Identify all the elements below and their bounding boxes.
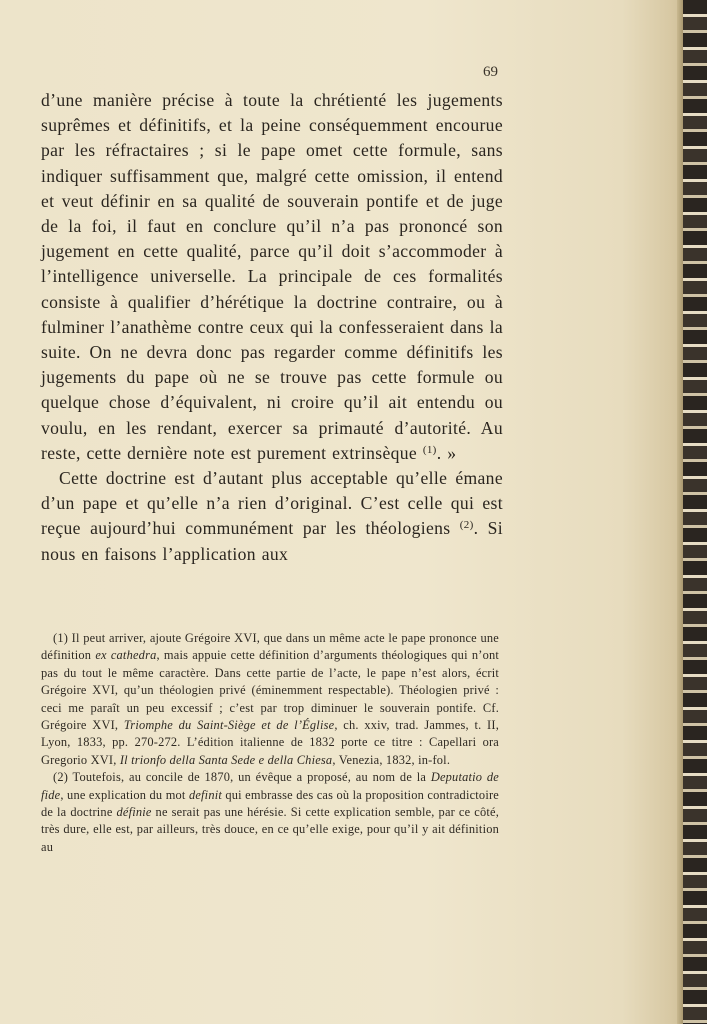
footnote-1: (1) Il peut arriver, ajoute Grégoire XVI, que dans un même acte le pape prononce une définition ex cathedra, mais appuie cette définition d’arguments théologiques qui n’ont pas du tout le même caractère. Dans cette partie de l’acte, le pape n’est alors, écrit Grégoire XVI, qu’un théologien privé (éminemment respectable). Théologien privé : ceci me paraît un peu excessif ; c’est par trop diminuer le souverain pontife. Cf. Grégoire XVI, Triomphe du Saint-Siège et de l’Église, ch. xxiv, trad. Jammes, t. II, Lyon, 1833, pp. 270-272. L’édition italienne de 1832 porte ce titre : Capellari ora Gregorio XVI, Il trionfo della Santa Sede e della Chiesa, Venezia, 1832, in-fol.	[41, 631, 499, 767]
page-number: 69	[483, 64, 498, 80]
footnote-ref-2[interactable]: (2)	[459, 519, 474, 532]
main-text	[41, 88, 503, 567]
footnotes	[41, 630, 499, 856]
paragraph-2: Cette doctrine est d’autant plus acceptable qu’elle émane d’un pape et qu’elle n’a rien d’original. C’est celle qui est reçue aujourd’hui communément par les théologiens $^{(2)}$. Si nous en faisons l’application aux	[41, 468, 503, 564]
footnote-ref-1[interactable]: (1)	[422, 443, 437, 456]
paragraph-1: d’une manière précise à toute la chrétienté les jugements suprêmes et définitifs, et la peine conséquemment encourue par les réfractaires ; si le pape omet cette formule, sans indiquer suffisamment que, malgré cette omission, il entend et veut définir en sa qualité de souverain pontife et de juge de la foi, il faut en conclure qu’il n’a pas prononcé son jugement en cette qualité, parce qu’il doit s’accommoder à l’intelligence universelle. La principale de ces formalités consiste à qualifier d’hérétique la doctrine contraire, ou à fulminer l’anathème contre ceux qui la confesseraient dans la suite. On ne devra donc pas regarder comme définitifs les jugements du pape où ne se trouve pas cette formule ou quelque chose d’équivalent, ni croire qu’il ait entendu ou voulu, en les rendant, exercer sa primauté d’autorité. Au reste, cette dernière note est purement extrinsèque $^{(1)}$. »	[41, 90, 503, 463]
book-spine-binding	[683, 0, 707, 1024]
footnote-2: (2) Toutefois, au concile de 1870, un évêque a proposé, au nom de la Deputatio de fide, une explication du mot definit qui embrasse des cas où la proposition contradictoire de la doctrine définie ne serait pas une hérésie. Si cette explication semble, par ce côté, très dure, elle est, par ailleurs, très douce, en ce qu’elle exige, pour qu’il y ait définition au	[41, 770, 500, 854]
